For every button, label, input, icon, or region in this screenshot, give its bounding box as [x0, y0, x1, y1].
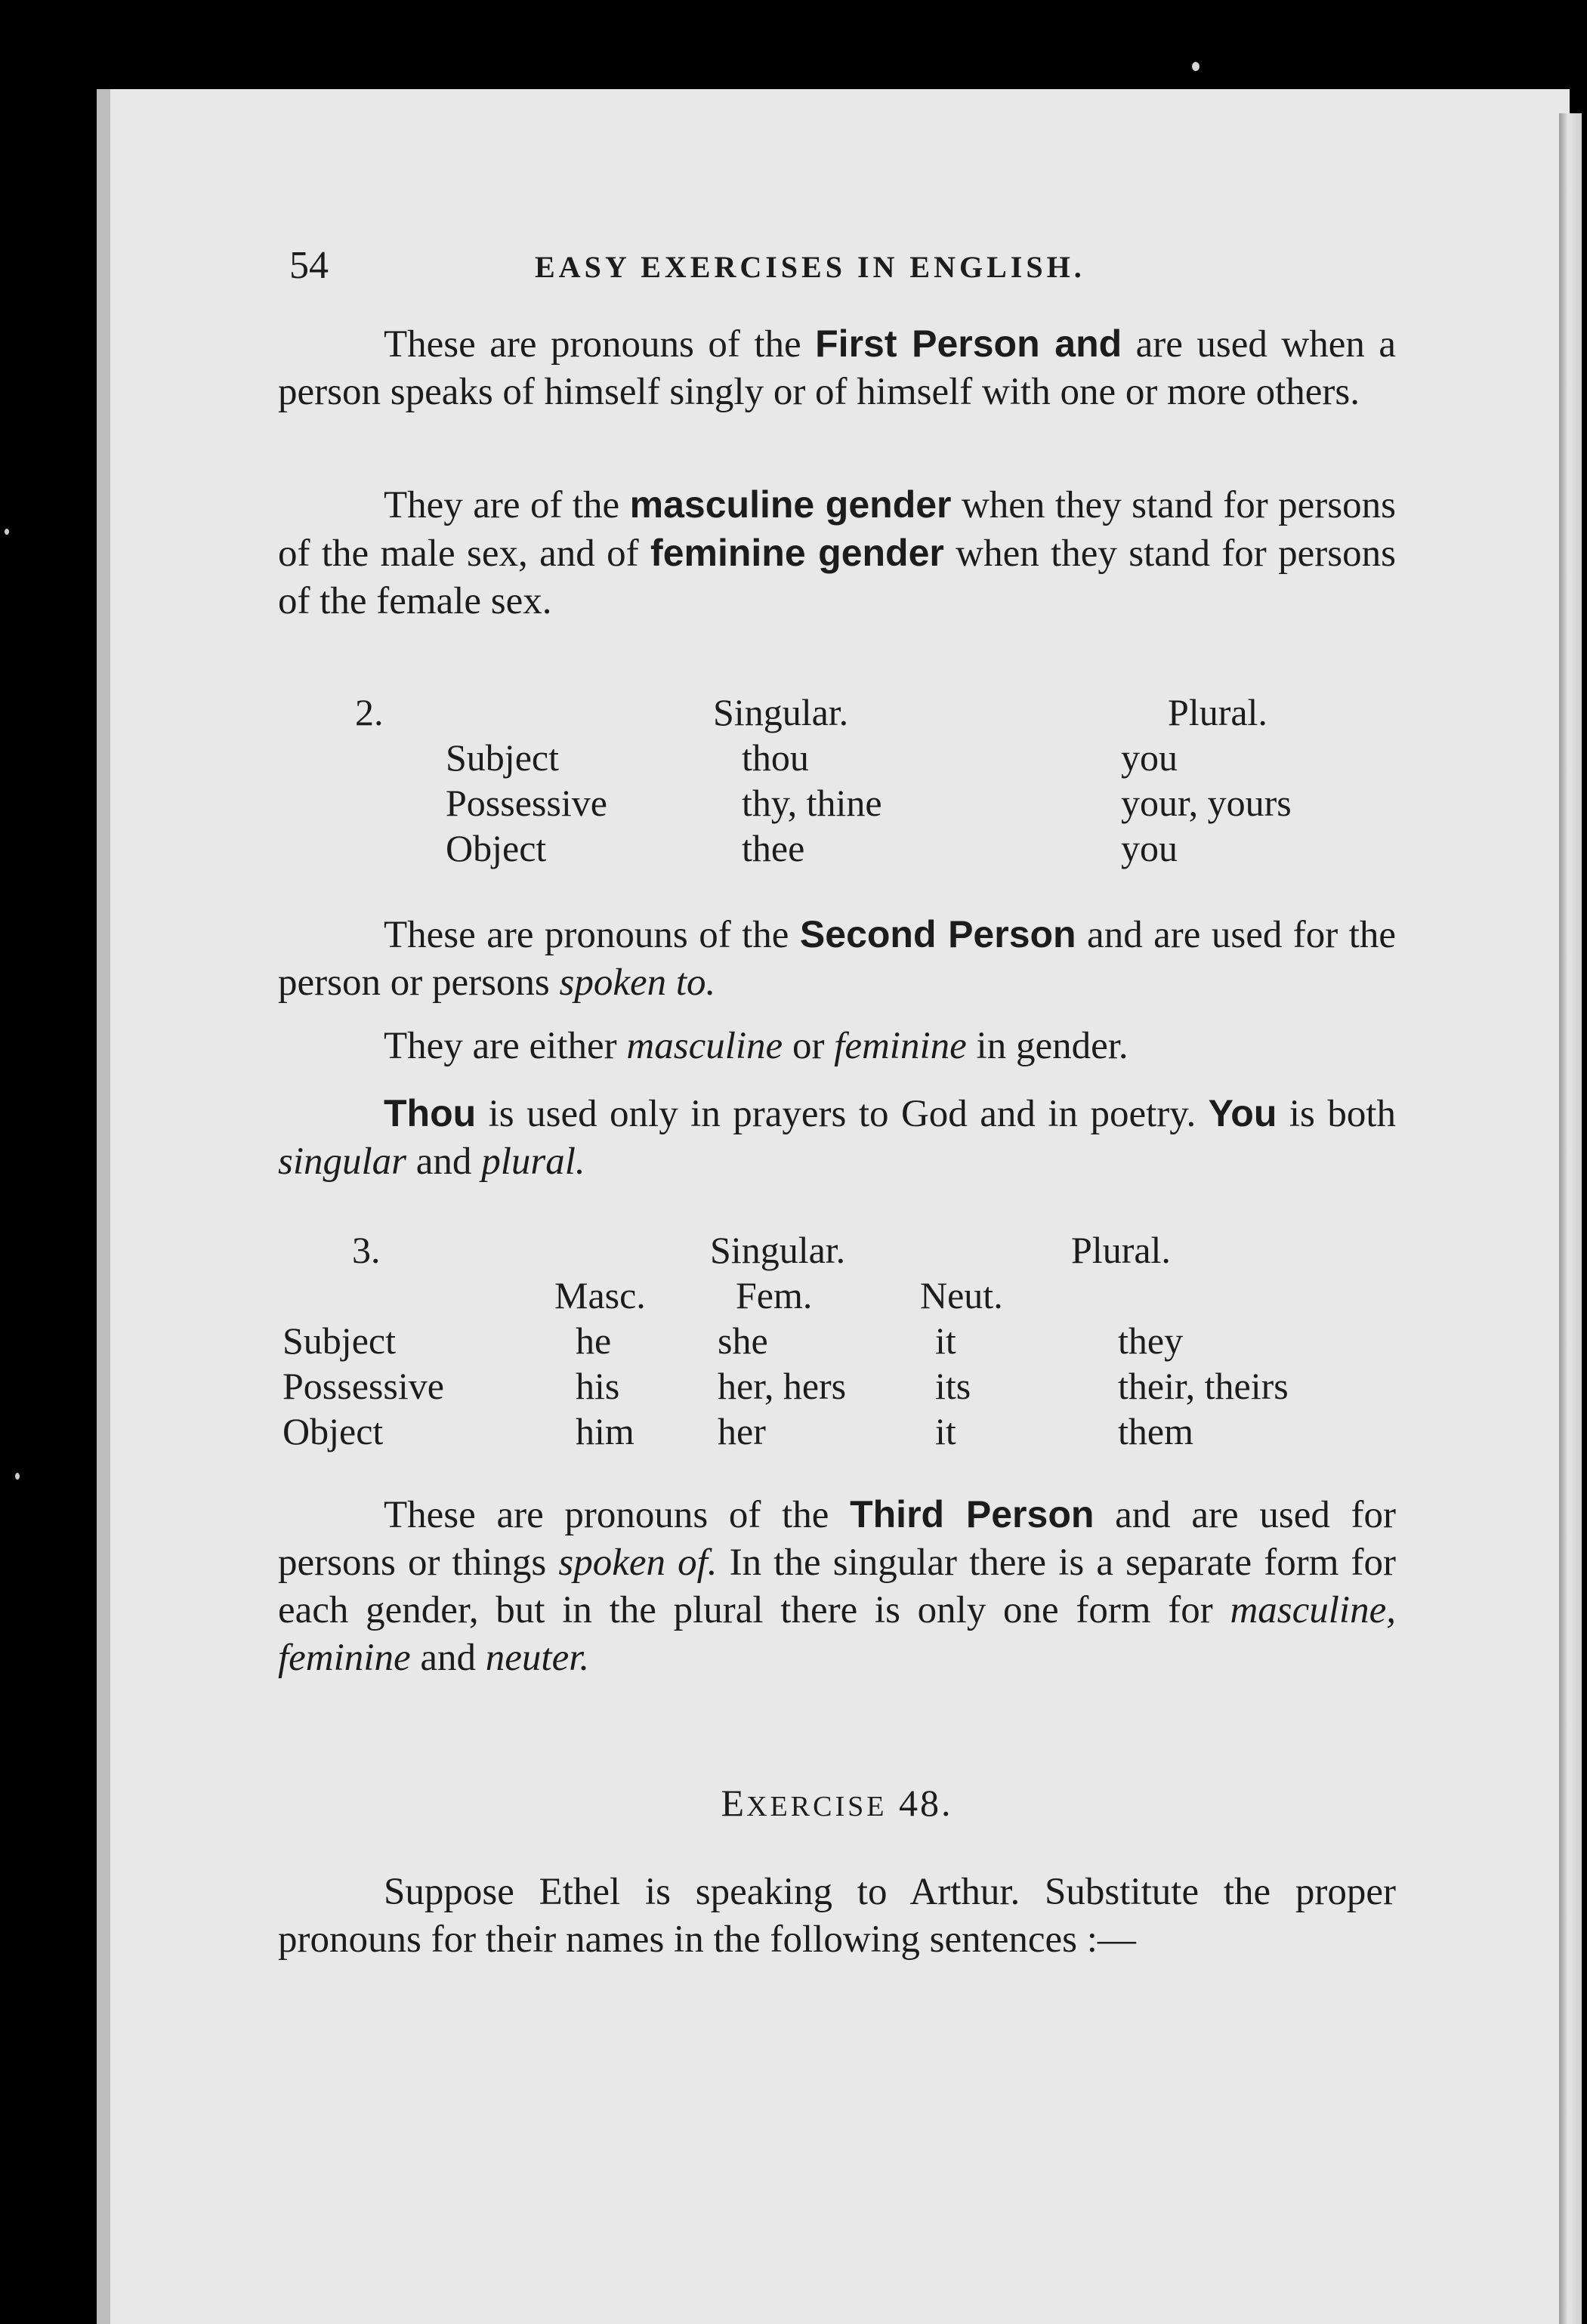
italic-term: plural.	[481, 1140, 585, 1183]
italic-term: neuter.	[485, 1637, 590, 1679]
text: These are pronouns of the	[384, 323, 816, 366]
text: Suppose Ethel is speaking to Arthur. Substitute the proper pronouns for their names in the following sentences :—	[278, 1871, 1396, 1961]
text: and	[406, 1140, 482, 1183]
text: They are either	[384, 1025, 627, 1067]
table-cell: she	[718, 1319, 768, 1362]
text: is both	[1277, 1093, 1396, 1135]
text: and are used for persons or things	[278, 1494, 1396, 1584]
text: and are used for the person or persons	[278, 914, 1397, 1004]
table-cell: they	[1118, 1319, 1184, 1362]
row-label: Object	[283, 1410, 384, 1452]
bold-term: and	[1039, 323, 1122, 365]
italic-term: feminine	[834, 1025, 967, 1067]
heading-initial: E	[721, 1782, 747, 1824]
table-cell: it	[935, 1319, 956, 1362]
exercise-heading	[278, 1781, 1396, 1825]
row-label: Subject	[446, 736, 559, 779]
bold-term: feminine gender	[650, 532, 944, 574]
italic-term: spoken of.	[558, 1542, 718, 1584]
row-label: Possessive	[446, 782, 607, 824]
column-header-singular: Singular.	[710, 1229, 846, 1271]
column-header-singular: Singular.	[713, 691, 849, 733]
table-cell: her	[718, 1410, 766, 1452]
paragraph-exercise-instructions	[278, 1869, 1396, 1964]
text: In the singular there is a separate form for each gender, but in the plural there is only one form for	[278, 1542, 1397, 1631]
table-cell: her, hers	[718, 1365, 847, 1407]
table-cell: them	[1118, 1410, 1193, 1452]
table-cell: you	[1121, 827, 1178, 869]
table-cell: thy, thine	[742, 782, 882, 824]
dust-speck	[1192, 62, 1200, 71]
bold-term: First Person	[815, 323, 1040, 365]
dust-speck	[15, 1473, 20, 1480]
subheader-masc: Masc.	[554, 1274, 646, 1316]
text: when they stand for persons of the female sex.	[278, 532, 1396, 622]
bold-term: masculine gender	[629, 483, 952, 526]
text: or	[783, 1025, 835, 1067]
column-header-plural: Plural.	[1071, 1229, 1171, 1271]
page-binding-edge	[1559, 113, 1582, 2324]
bold-term: Second Person	[799, 913, 1076, 955]
table-cell: their, theirs	[1118, 1365, 1289, 1407]
bold-term: Thou	[384, 1092, 477, 1134]
paragraph-gender	[278, 481, 1396, 625]
paragraph-third-person	[278, 1491, 1396, 1682]
book-page	[97, 89, 1570, 2324]
italic-term: masculine, feminine	[278, 1589, 1396, 1679]
paragraph-gender-second	[278, 1023, 1396, 1070]
table-cell: he	[576, 1319, 612, 1362]
paragraph-second-person	[278, 911, 1396, 1007]
row-label: Object	[446, 827, 547, 869]
heading-smallcaps: XERCISE	[746, 1791, 888, 1822]
column-header-plural: Plural.	[1168, 691, 1267, 733]
row-label: Subject	[283, 1319, 396, 1362]
bold-term: You	[1208, 1092, 1277, 1134]
table-cell: its	[935, 1365, 971, 1407]
table-cell: him	[576, 1410, 634, 1452]
text: is used only in prayers to God and in poetry.	[476, 1093, 1209, 1135]
table-number: 3.	[352, 1229, 381, 1271]
subheader-fem: Fem.	[736, 1274, 813, 1316]
table-cell: you	[1121, 736, 1178, 779]
table-cell: it	[935, 1410, 956, 1452]
italic-term: spoken to.	[559, 961, 716, 1004]
paragraph-first-person	[278, 320, 1396, 416]
row-label: Possessive	[283, 1365, 444, 1407]
text: These are pronouns of the	[384, 1494, 851, 1536]
text: They are of the	[384, 484, 630, 526]
italic-term: masculine	[626, 1025, 783, 1067]
text: when they stand for persons of the male sex, and of	[278, 484, 1396, 575]
exercise-number: 48.	[887, 1782, 953, 1824]
dust-speck	[5, 529, 9, 535]
text: and	[410, 1637, 486, 1679]
page-header	[278, 243, 1396, 289]
table-cell: his	[576, 1365, 620, 1407]
table-cell: thou	[742, 736, 809, 779]
bold-term: Third Person	[850, 1493, 1095, 1535]
subheader-neut: Neut.	[920, 1274, 1003, 1316]
table-cell: your, yours	[1121, 782, 1292, 824]
table-cell: thee	[742, 827, 805, 869]
text: are used when a person speaks of himself singly or of himself with one or more others.	[278, 323, 1396, 413]
page-number: 54	[289, 244, 329, 287]
text: These are pronouns of the	[384, 914, 800, 956]
text: in gender.	[966, 1025, 1128, 1067]
paragraph-thou-you	[278, 1090, 1396, 1186]
italic-term: singular	[278, 1140, 407, 1183]
running-title: EASY EXERCISES IN ENGLISH.	[535, 250, 1085, 284]
table-number: 2.	[355, 691, 384, 733]
